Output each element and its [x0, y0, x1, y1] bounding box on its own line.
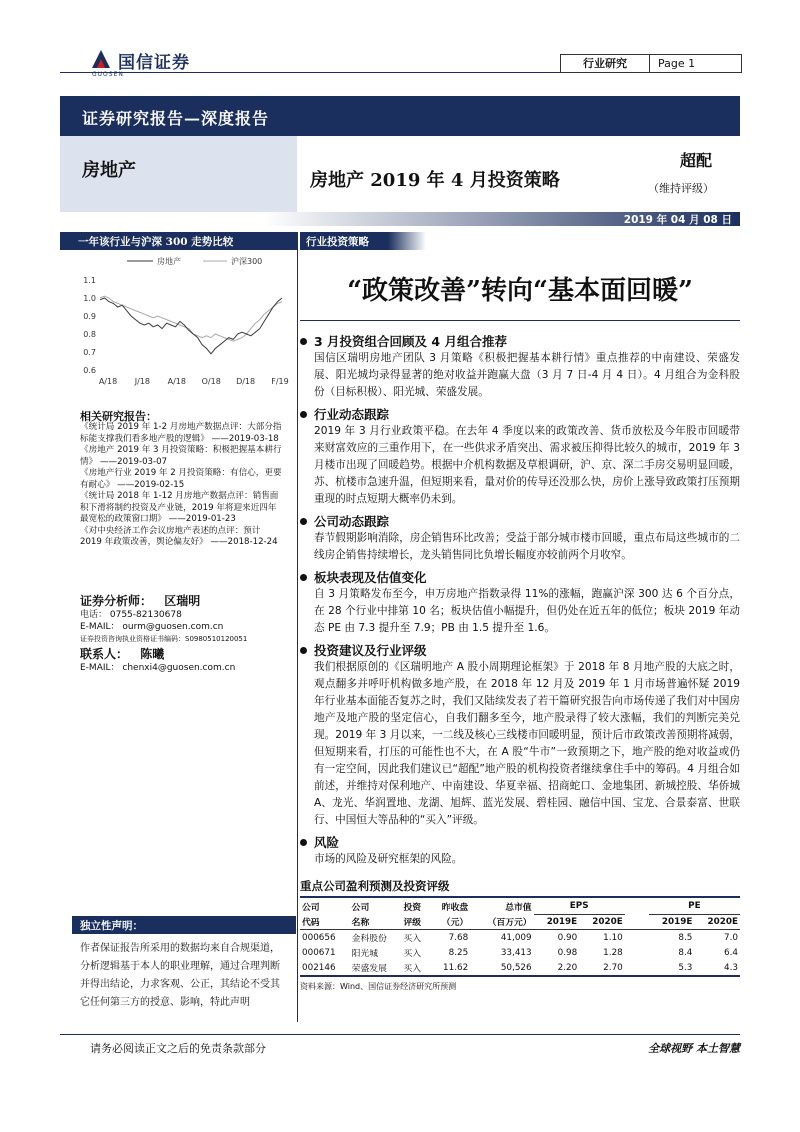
- cell-eps-2020: 2.70: [603, 962, 623, 973]
- rating-note: （维持评级）: [648, 182, 714, 195]
- rating: 超配: [680, 151, 713, 170]
- section-text: 市场的风险及研究框架的风险。: [314, 853, 463, 865]
- analyst-email: E-MAIL： ourm@guosen.com.cn: [80, 622, 224, 632]
- related-item: 《统计局 2019 年 1-2 月房地产数据点评：大部分指标能支撑我们看多地产股的逻辑》 ——2019-03-18: [80, 422, 282, 444]
- report-type: 证券研究报告—深度报告: [82, 109, 270, 128]
- independence-title: 独立性声明：: [80, 920, 143, 932]
- section-title: 行业动态跟踪: [300, 405, 740, 423]
- related-item: 《对中央经济工作会议房地产表述的点评：预计 2019 年政策改善，舆论偏友好》 ——2018-12-24: [80, 525, 278, 547]
- cell-eps-2019: 0.98: [557, 947, 578, 958]
- analyst-label: 证券分析师：: [80, 594, 153, 608]
- sector-name: 房地产: [82, 160, 136, 181]
- section-title: 风险: [300, 833, 740, 851]
- section-text: 国信区瑞明房地产团队 3 月策略《积极把握基本耕行情》重点推荐的中南建设、荣盛发展、阳光城均录得显著的绝对收益并跑赢大盘（3 月 7 日-4 月 4 日）。4 月组合为金科股份（目标积极）、阳光城、荣盛发展。: [314, 352, 740, 398]
- section-title: 公司动态跟踪: [300, 512, 740, 530]
- y-tick-label: 0.8: [83, 330, 96, 339]
- th-eps-2019: 2019E: [546, 916, 578, 927]
- contact-email: E-MAIL： chenxi4@guosen.com.cn: [80, 663, 236, 673]
- trend-chart: [70, 252, 295, 392]
- cell-name: 金科股份: [351, 934, 387, 944]
- sector-box: [60, 136, 297, 212]
- forecast-table: [300, 899, 740, 977]
- x-tick-label: J/18: [134, 377, 151, 386]
- footer-rule: [60, 1034, 740, 1035]
- related-list: [80, 422, 282, 549]
- cell-rating: 买入: [403, 964, 422, 974]
- article-tag-label: 行业投资策略: [306, 236, 369, 248]
- section-title: 3 月投资组合回顾及 4 月组合推荐: [300, 332, 740, 350]
- section: [300, 332, 740, 401]
- cell-eps-2019: 0.90: [557, 932, 578, 943]
- cell-code: 002146: [302, 962, 336, 973]
- legend-label-hs300: 沪深300: [231, 257, 263, 266]
- th-cap-2: （百万元）: [487, 918, 532, 928]
- report-date: 2019 年 04 月 08 日: [623, 214, 732, 226]
- cell-name: 阳光城: [351, 949, 379, 959]
- contact-label: 联系人：: [80, 647, 129, 661]
- header-page: Page 1: [658, 57, 696, 70]
- header-box: [560, 54, 742, 73]
- table-row: [300, 945, 740, 960]
- x-tick-label: A/18: [98, 377, 118, 386]
- table-row: [300, 960, 740, 976]
- cell-close: 11.62: [443, 962, 469, 973]
- analyst-phone: 电话： 0755-82130678: [80, 610, 182, 620]
- headline: “政策改善”转向“基本面回暖”: [347, 276, 693, 306]
- independence-text: 作者保证报告所采用的数据均来自合规渠道，分析逻辑基于本人的职业理解，通过合理判断并得出结论，力求客观、公正，其结论不受其它任何第三方的授意、影响，特此声明: [80, 943, 280, 1008]
- report-banner: [60, 96, 740, 136]
- th-code-1: 公司: [302, 903, 320, 913]
- cell-code: 000656: [302, 932, 336, 943]
- th-eps: EPS: [534, 899, 625, 914]
- x-tick-label: A/18: [167, 377, 186, 386]
- cell-close: 7.68: [448, 932, 469, 943]
- logo-mark-icon: [88, 46, 114, 72]
- related-title: 相关研究报告：: [80, 410, 157, 423]
- contact-name: 陈曦: [140, 647, 165, 661]
- x-tick-label: O/18: [201, 377, 221, 386]
- section: [300, 833, 740, 868]
- chart-title: 一年该行业与沪深 300 走势比较: [78, 236, 234, 248]
- footer-disclaimer: 请务必阅读正文之后的免责条款部分: [90, 1042, 266, 1055]
- cell-eps-2020: 1.10: [603, 932, 623, 943]
- cell-pe-2019: 5.3: [678, 962, 693, 973]
- y-tick-label: 0.9: [83, 312, 96, 321]
- th-rating-1: 投资: [403, 903, 422, 913]
- th-name-2: 名称: [351, 918, 370, 928]
- cell-name: 荣盛发展: [351, 964, 387, 974]
- column-divider: [297, 232, 298, 1022]
- y-tick-label: 1.1: [83, 276, 96, 285]
- forecast-table-block: [300, 878, 740, 992]
- cell-pe-2020: 6.4: [724, 947, 738, 958]
- trend-chart-svg: [70, 252, 295, 392]
- independence-title-bar: [72, 916, 296, 934]
- series-line-property: [100, 298, 282, 354]
- section-text: 春节假期影响消除，房企销售环比改善；受益于部分城市楼市回暖，重点布局这些城市的二线房企销售持续增长，龙头销售同比负增长幅度亦较前两个月收窄。: [314, 532, 740, 561]
- cell-pe-2020: 4.3: [724, 962, 738, 973]
- series-line-hs300: [100, 296, 282, 341]
- chart-title-bar: [60, 232, 297, 250]
- th-name-1: 公司: [351, 903, 370, 913]
- cell-code: 000671: [302, 947, 336, 958]
- cell-cap: 33,413: [500, 947, 532, 958]
- section: [300, 512, 740, 564]
- th-cap-1: 总市值: [505, 903, 532, 913]
- y-tick-label: 0.7: [83, 348, 96, 357]
- cell-rating: 买入: [403, 949, 422, 959]
- cell-pe-2019: 8.5: [678, 932, 693, 943]
- x-tick-label: F/19: [271, 377, 289, 386]
- y-tick-label: 1.0: [83, 294, 96, 303]
- th-code-2: 代码: [302, 918, 320, 928]
- cell-eps-2019: 2.20: [557, 962, 578, 973]
- table-row: [300, 930, 740, 946]
- article-tag: [300, 232, 426, 250]
- section: [300, 405, 740, 508]
- cell-close: 8.25: [448, 947, 469, 958]
- section: [300, 568, 740, 637]
- date-bar: [60, 212, 740, 226]
- table-title: 重点公司盈利预测及投资评级: [300, 878, 740, 898]
- related-item: 《房地产行业 2019 年 2 月投资策略：有信心，更要有耐心》 ——2019-02-15: [80, 468, 282, 490]
- cell-pe-2019: 8.4: [678, 947, 693, 958]
- related-item: 《统计局 2018 年 1-12 月房地产数据点评：销售面积下滑将制约投资及产业链，2019 年将迎来近四年最宽松的政策窗口期》 ——2019-01-23: [80, 491, 279, 524]
- article-body: [300, 332, 740, 868]
- cell-cap: 41,009: [500, 932, 532, 943]
- th-rating-2: 评级: [403, 918, 422, 928]
- cell-rating: 买入: [403, 934, 422, 944]
- header-category: 行业研究: [561, 55, 650, 72]
- analyst-block: [80, 592, 290, 674]
- cell-pe-2020: 7.0: [724, 932, 738, 943]
- th-pe: PE: [649, 899, 740, 914]
- report-title: 房地产 2019 年 4 月投资策略: [310, 170, 560, 191]
- th-pe-2019: 2019E: [661, 916, 693, 927]
- y-tick-label: 0.6: [83, 366, 96, 375]
- section-text: 自 3 月策略发布至今，申万房地产指数录得 11%的涨幅，跑赢沪深 300 达 6 个百分点，在 28 个行业中排第 10 名；板块估值小幅提升，但仍处在近五年的低位；板块 2019 年动态 PE 由 7.3 提升至 7.9；PB 由 1.5 提升至 1.6。: [314, 588, 740, 634]
- th-close-2: （元）: [441, 918, 469, 928]
- section-text: 2019 年 3 月行业政策平稳。在去年 4 季度以来的政策改善、货币放松及今年股市回暖带来财富效应的三重作用下，在一些供求矛盾突出、需求被压抑得比较久的城市，2019 年 3 月楼市出现了回暖趋势。根据中介机构数据及草根调研，沪、京、深二手房交易明显回暖，苏、杭楼市急速升温，但短期来看，量对价的传导还没那么快，房价上涨导致政策打压预期重现的时点短期大概率仍未到。: [314, 425, 740, 505]
- analyst-license: 证券投资咨询执业资格证书编码：S0980510120051: [80, 635, 248, 643]
- table-source: 资料来源：Wind、国信证券经济研究所预测: [300, 982, 457, 991]
- related-item: 《房地产 2019 年 3 月投资策略：积极把握基本耕行情》 ——2019-03-07: [80, 445, 282, 467]
- section-title: 板块表现及估值变化: [300, 568, 740, 586]
- analyst-name: 区瑞明: [164, 594, 201, 608]
- th-close-1: 昨收盘: [441, 903, 469, 913]
- cell-eps-2020: 1.28: [603, 947, 623, 958]
- th-pe-2020: 2020E: [707, 916, 738, 927]
- logo-sub: GUOSEN: [92, 71, 124, 78]
- th-eps-2020: 2020E: [592, 916, 623, 927]
- section-title: 投资建议及行业评级: [300, 641, 740, 659]
- headline-rule: [300, 320, 740, 321]
- legend-label-property: 房地产: [157, 257, 181, 266]
- section: [300, 641, 740, 829]
- section-text: 我们根据原创的《区瑞明地产 A 股小周期理论框架》于 2018 年 8 月地产股的大底之时，观点翻多并呼吁机构做多地产股，在 2018 年 12 月及 2019 年 1 月市场普遍怀疑 2019 年行业基本面能否复苏之时，我们又陆续发表了若干篇研究报告向市场传递了我们对中国房地产及地产股的坚定信心，自我们翻多至今，地产股录得了较大涨幅，我们的判断完美兑现。2019 年 3 月以来，一二线及核心三线楼市回暖明显，预计后市政策改善预期将减弱，但短期来看，打压的可能性也不大，在 A 股“牛市”一致预期之下，地产股的绝对收益或仍有一定空间，因此我们建议已“超配”地产股的机构投资者继续拿住手中的筹码。4 月组合如前述，并维持对保利地产、中南建设、华夏幸福、招商蛇口、金地集团、新城控股、华侨城 A、龙光、华润置地、龙湖、旭辉、蓝光发展、碧桂园、融信中国、宝龙、合景泰富、世联行、中国恒大等品种的“买入”评级。: [314, 661, 740, 826]
- logo-name: 国信证券: [118, 53, 190, 73]
- cell-cap: 50,526: [500, 962, 532, 973]
- x-tick-label: D/18: [236, 377, 256, 386]
- footer-slogan: 全球视野 本土智慧: [648, 1042, 740, 1055]
